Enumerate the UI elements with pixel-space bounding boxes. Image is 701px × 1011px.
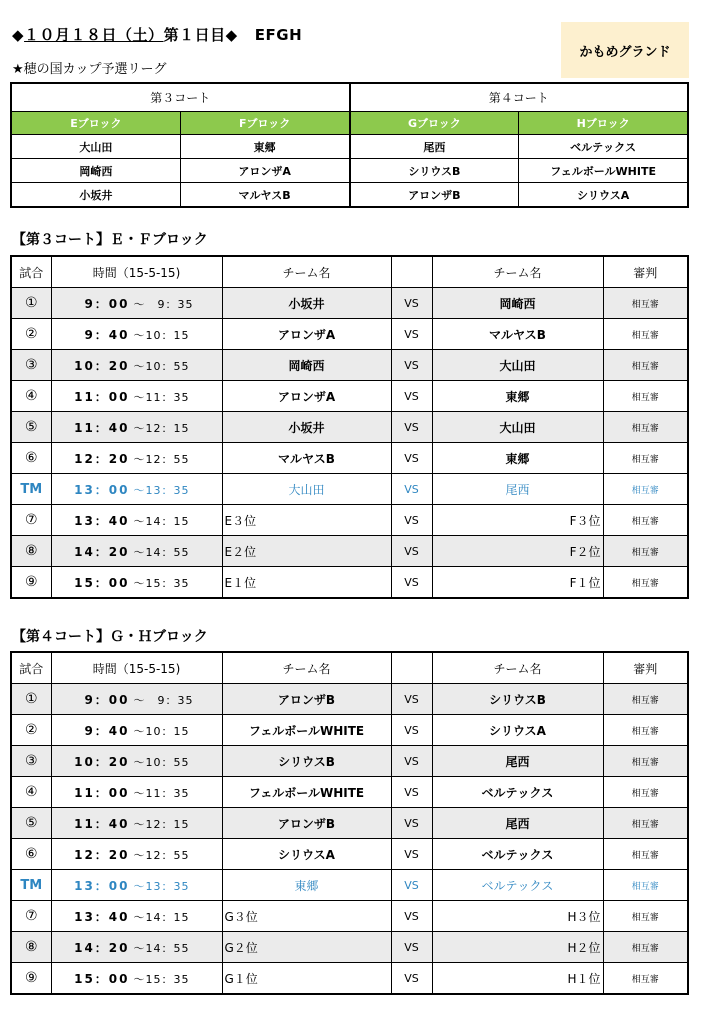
match-row <box>11 567 688 599</box>
title-day: 第１日目◆ <box>163 26 238 44</box>
team-cell: フェルボールWHITE <box>519 159 688 183</box>
end-time: ～12：55 <box>133 452 190 466</box>
vs-label: VS <box>391 932 432 963</box>
vs-label: VS <box>391 412 432 443</box>
team-a: シリウスA <box>222 839 391 870</box>
team-a: 小坂井 <box>222 412 391 443</box>
start-time: 12：20 <box>74 847 130 862</box>
end-time: ～11：35 <box>133 786 190 800</box>
team-a: アロンザB <box>222 808 391 839</box>
header-referee: 審判 <box>603 652 688 684</box>
vs-label: VS <box>391 777 432 808</box>
match-row <box>11 505 688 536</box>
match-number: ② <box>11 715 51 746</box>
match-row <box>11 932 688 963</box>
referee: 相互審 <box>603 932 688 963</box>
match-number: ⑤ <box>11 808 51 839</box>
vs-label: VS <box>391 319 432 350</box>
end-time: ～ 9：35 <box>133 693 194 707</box>
start-time: 13：40 <box>74 909 130 924</box>
referee: 相互審 <box>603 505 688 536</box>
page-subtitle: ★穂の国カップ予選リーグ <box>12 62 167 77</box>
page-title <box>12 24 302 45</box>
start-time: 15：00 <box>74 971 130 986</box>
team-cell: アロンザB <box>350 183 519 208</box>
team-b: マルヤスB <box>432 319 603 350</box>
header-team-b: チーム名 <box>432 256 603 288</box>
team-a: G１位 <box>222 963 391 995</box>
team-b: 大山田 <box>432 350 603 381</box>
start-time: 10：20 <box>74 358 130 373</box>
team-b: F２位 <box>432 536 603 567</box>
section-title-court-3: 【第３コート】Ｅ・Ｆブロック <box>12 232 208 248</box>
block-g-header: Gブロック <box>350 112 519 135</box>
team-cell: 尾西 <box>350 135 519 159</box>
team-b: H２位 <box>432 932 603 963</box>
referee: 相互審 <box>603 319 688 350</box>
end-time: ～12：55 <box>133 848 190 862</box>
start-time: 13：40 <box>74 513 130 528</box>
header-time: 時間（15-5-15) <box>51 256 222 288</box>
team-b: ベルテックス <box>432 839 603 870</box>
vs-label: VS <box>391 746 432 777</box>
vs-label: VS <box>391 901 432 932</box>
header-vs <box>391 256 432 288</box>
match-number: ③ <box>11 746 51 777</box>
match-time <box>51 505 222 536</box>
referee: 相互審 <box>603 715 688 746</box>
court-4-header: 第４コート <box>350 83 689 112</box>
referee: 相互審 <box>603 684 688 715</box>
end-time: ～13：35 <box>133 879 190 893</box>
team-b: 尾西 <box>432 474 603 505</box>
vs-label: VS <box>391 715 432 746</box>
match-number: ① <box>11 684 51 715</box>
start-time: 11：00 <box>74 389 130 404</box>
match-row <box>11 963 688 995</box>
match-time <box>51 443 222 474</box>
start-time: 13：00 <box>74 482 130 497</box>
match-time <box>51 808 222 839</box>
start-time: 13：00 <box>74 878 130 893</box>
start-time: 14：20 <box>74 940 130 955</box>
start-time: 14：20 <box>74 544 130 559</box>
vs-label: VS <box>391 963 432 995</box>
team-a: E１位 <box>222 567 391 599</box>
end-time: ～12：15 <box>133 421 190 435</box>
team-cell: アロンザA <box>180 159 349 183</box>
start-time: 11：40 <box>74 816 130 831</box>
start-time: 10：20 <box>74 754 130 769</box>
start-time: 15：00 <box>74 575 130 590</box>
team-a: シリウスB <box>222 746 391 777</box>
team-b: 岡崎西 <box>432 288 603 319</box>
header-vs <box>391 652 432 684</box>
team-b: ベルテックス <box>432 777 603 808</box>
referee: 相互審 <box>603 474 688 505</box>
referee: 相互審 <box>603 901 688 932</box>
vs-label: VS <box>391 505 432 536</box>
match-number: ④ <box>11 381 51 412</box>
match-row <box>11 808 688 839</box>
match-number: ⑦ <box>11 901 51 932</box>
match-row <box>11 412 688 443</box>
match-row <box>11 746 688 777</box>
match-time <box>51 288 222 319</box>
match-number: ⑧ <box>11 536 51 567</box>
match-time <box>51 839 222 870</box>
match-number: ⑥ <box>11 443 51 474</box>
team-a: アロンザB <box>222 684 391 715</box>
schedule-table-court-3 <box>10 255 689 599</box>
match-number: ⑥ <box>11 839 51 870</box>
team-cell: マルヤスB <box>180 183 349 208</box>
court-header-row <box>11 83 688 112</box>
match-time <box>51 567 222 599</box>
match-time <box>51 474 222 505</box>
team-b: 東郷 <box>432 381 603 412</box>
end-time: ～14：15 <box>133 514 190 528</box>
summary-row <box>11 135 688 159</box>
vs-label: VS <box>391 567 432 599</box>
end-time: ～ 9：35 <box>133 297 194 311</box>
end-time: ～10：15 <box>133 328 190 342</box>
match-time <box>51 932 222 963</box>
team-b: F３位 <box>432 505 603 536</box>
header-referee: 審判 <box>603 256 688 288</box>
start-time: 11：00 <box>74 785 130 800</box>
summary-row <box>11 159 688 183</box>
team-a: マルヤスB <box>222 443 391 474</box>
match-number: ③ <box>11 350 51 381</box>
match-row <box>11 288 688 319</box>
team-b: 尾西 <box>432 808 603 839</box>
header-team-a: チーム名 <box>222 652 391 684</box>
match-row <box>11 536 688 567</box>
court-3-header: 第３コート <box>11 83 350 112</box>
end-time: ～11：35 <box>133 390 190 404</box>
start-time: 9：40 <box>84 723 130 738</box>
referee: 相互審 <box>603 808 688 839</box>
section-title-court-4: 【第４コート】Ｇ・Ｈブロック <box>12 629 208 645</box>
vs-label: VS <box>391 684 432 715</box>
vs-label: VS <box>391 839 432 870</box>
referee: 相互審 <box>603 443 688 474</box>
team-b: 尾西 <box>432 746 603 777</box>
match-row <box>11 319 688 350</box>
match-number: ① <box>11 288 51 319</box>
match-time <box>51 684 222 715</box>
schedule-header-row <box>11 256 688 288</box>
match-time <box>51 870 222 901</box>
team-a: 小坂井 <box>222 288 391 319</box>
team-b: ベルテックス <box>432 870 603 901</box>
team-cell: シリウスA <box>519 183 688 208</box>
match-time <box>51 350 222 381</box>
team-a: フェルボールWHITE <box>222 715 391 746</box>
title-date: １０月１８日（土） <box>24 26 164 44</box>
start-time: 12：20 <box>74 451 130 466</box>
end-time: ～10：55 <box>133 755 190 769</box>
block-summary-table <box>10 82 689 208</box>
vs-label: VS <box>391 870 432 901</box>
end-time: ～15：35 <box>133 972 190 986</box>
team-a: G２位 <box>222 932 391 963</box>
referee: 相互審 <box>603 777 688 808</box>
vs-label: VS <box>391 536 432 567</box>
match-time <box>51 901 222 932</box>
header-team-a: チーム名 <box>222 256 391 288</box>
match-number: TM <box>11 870 51 901</box>
team-b: H１位 <box>432 963 603 995</box>
team-cell: 東郷 <box>180 135 349 159</box>
match-time <box>51 777 222 808</box>
team-a: G３位 <box>222 901 391 932</box>
team-a: 東郷 <box>222 870 391 901</box>
referee: 相互審 <box>603 381 688 412</box>
start-time: 9：00 <box>84 296 130 311</box>
match-row <box>11 901 688 932</box>
team-b: H３位 <box>432 901 603 932</box>
vs-label: VS <box>391 288 432 319</box>
referee: 相互審 <box>603 839 688 870</box>
match-number: ⑧ <box>11 932 51 963</box>
match-number: ⑨ <box>11 567 51 599</box>
end-time: ～12：15 <box>133 817 190 831</box>
team-b: シリウスB <box>432 684 603 715</box>
header-team-b: チーム名 <box>432 652 603 684</box>
team-b: 大山田 <box>432 412 603 443</box>
team-cell: 大山田 <box>11 135 180 159</box>
match-number: ⑤ <box>11 412 51 443</box>
header-time: 時間（15-5-15) <box>51 652 222 684</box>
team-a: 岡崎西 <box>222 350 391 381</box>
block-f-header: Fブロック <box>180 112 349 135</box>
end-time: ～15：35 <box>133 576 190 590</box>
block-header-row <box>11 112 688 135</box>
team-cell: ベルテックス <box>519 135 688 159</box>
vs-label: VS <box>391 350 432 381</box>
end-time: ～14：55 <box>133 545 190 559</box>
referee: 相互審 <box>603 412 688 443</box>
match-number: ② <box>11 319 51 350</box>
team-a: フェルボールWHITE <box>222 777 391 808</box>
start-time: 11：40 <box>74 420 130 435</box>
team-b: シリウスA <box>432 715 603 746</box>
match-row <box>11 684 688 715</box>
header-match: 試合 <box>11 256 51 288</box>
vs-label: VS <box>391 474 432 505</box>
referee: 相互審 <box>603 288 688 319</box>
match-row <box>11 777 688 808</box>
block-h-header: Hブロック <box>519 112 688 135</box>
match-time <box>51 536 222 567</box>
match-row <box>11 474 688 505</box>
match-number: ⑦ <box>11 505 51 536</box>
end-time: ～10：55 <box>133 359 190 373</box>
match-row <box>11 443 688 474</box>
match-row <box>11 715 688 746</box>
referee: 相互審 <box>603 746 688 777</box>
vs-label: VS <box>391 443 432 474</box>
match-time <box>51 715 222 746</box>
team-b: 東郷 <box>432 443 603 474</box>
header-match: 試合 <box>11 652 51 684</box>
match-number: ④ <box>11 777 51 808</box>
referee: 相互審 <box>603 567 688 599</box>
match-time <box>51 746 222 777</box>
match-time <box>51 963 222 995</box>
team-a: E３位 <box>222 505 391 536</box>
match-row <box>11 839 688 870</box>
end-time: ～13：35 <box>133 483 190 497</box>
match-time <box>51 381 222 412</box>
team-a: アロンザA <box>222 381 391 412</box>
match-time <box>51 319 222 350</box>
vs-label: VS <box>391 808 432 839</box>
vs-label: VS <box>391 381 432 412</box>
team-a: 大山田 <box>222 474 391 505</box>
team-b: F１位 <box>432 567 603 599</box>
match-row <box>11 870 688 901</box>
end-time: ～10：15 <box>133 724 190 738</box>
end-time: ～14：15 <box>133 910 190 924</box>
team-a: アロンザA <box>222 319 391 350</box>
end-time: ～14：55 <box>133 941 190 955</box>
schedule-table-court-4 <box>10 651 689 995</box>
match-row <box>11 350 688 381</box>
match-number: TM <box>11 474 51 505</box>
referee: 相互審 <box>603 536 688 567</box>
title-groups: EFGH <box>254 26 303 44</box>
block-e-header: Eブロック <box>11 112 180 135</box>
start-time: 9：40 <box>84 327 130 342</box>
referee: 相互審 <box>603 870 688 901</box>
referee: 相互審 <box>603 963 688 995</box>
referee: 相互審 <box>603 350 688 381</box>
team-cell: シリウスB <box>350 159 519 183</box>
team-cell: 小坂井 <box>11 183 180 208</box>
match-time <box>51 412 222 443</box>
schedule-header-row <box>11 652 688 684</box>
team-cell: 岡崎西 <box>11 159 180 183</box>
venue-box: かもめグランド <box>561 22 689 78</box>
match-number: ⑨ <box>11 963 51 995</box>
match-row <box>11 381 688 412</box>
team-a: E２位 <box>222 536 391 567</box>
start-time: 9：00 <box>84 692 130 707</box>
title-prefix: ◆ <box>12 26 25 44</box>
summary-row <box>11 183 688 208</box>
